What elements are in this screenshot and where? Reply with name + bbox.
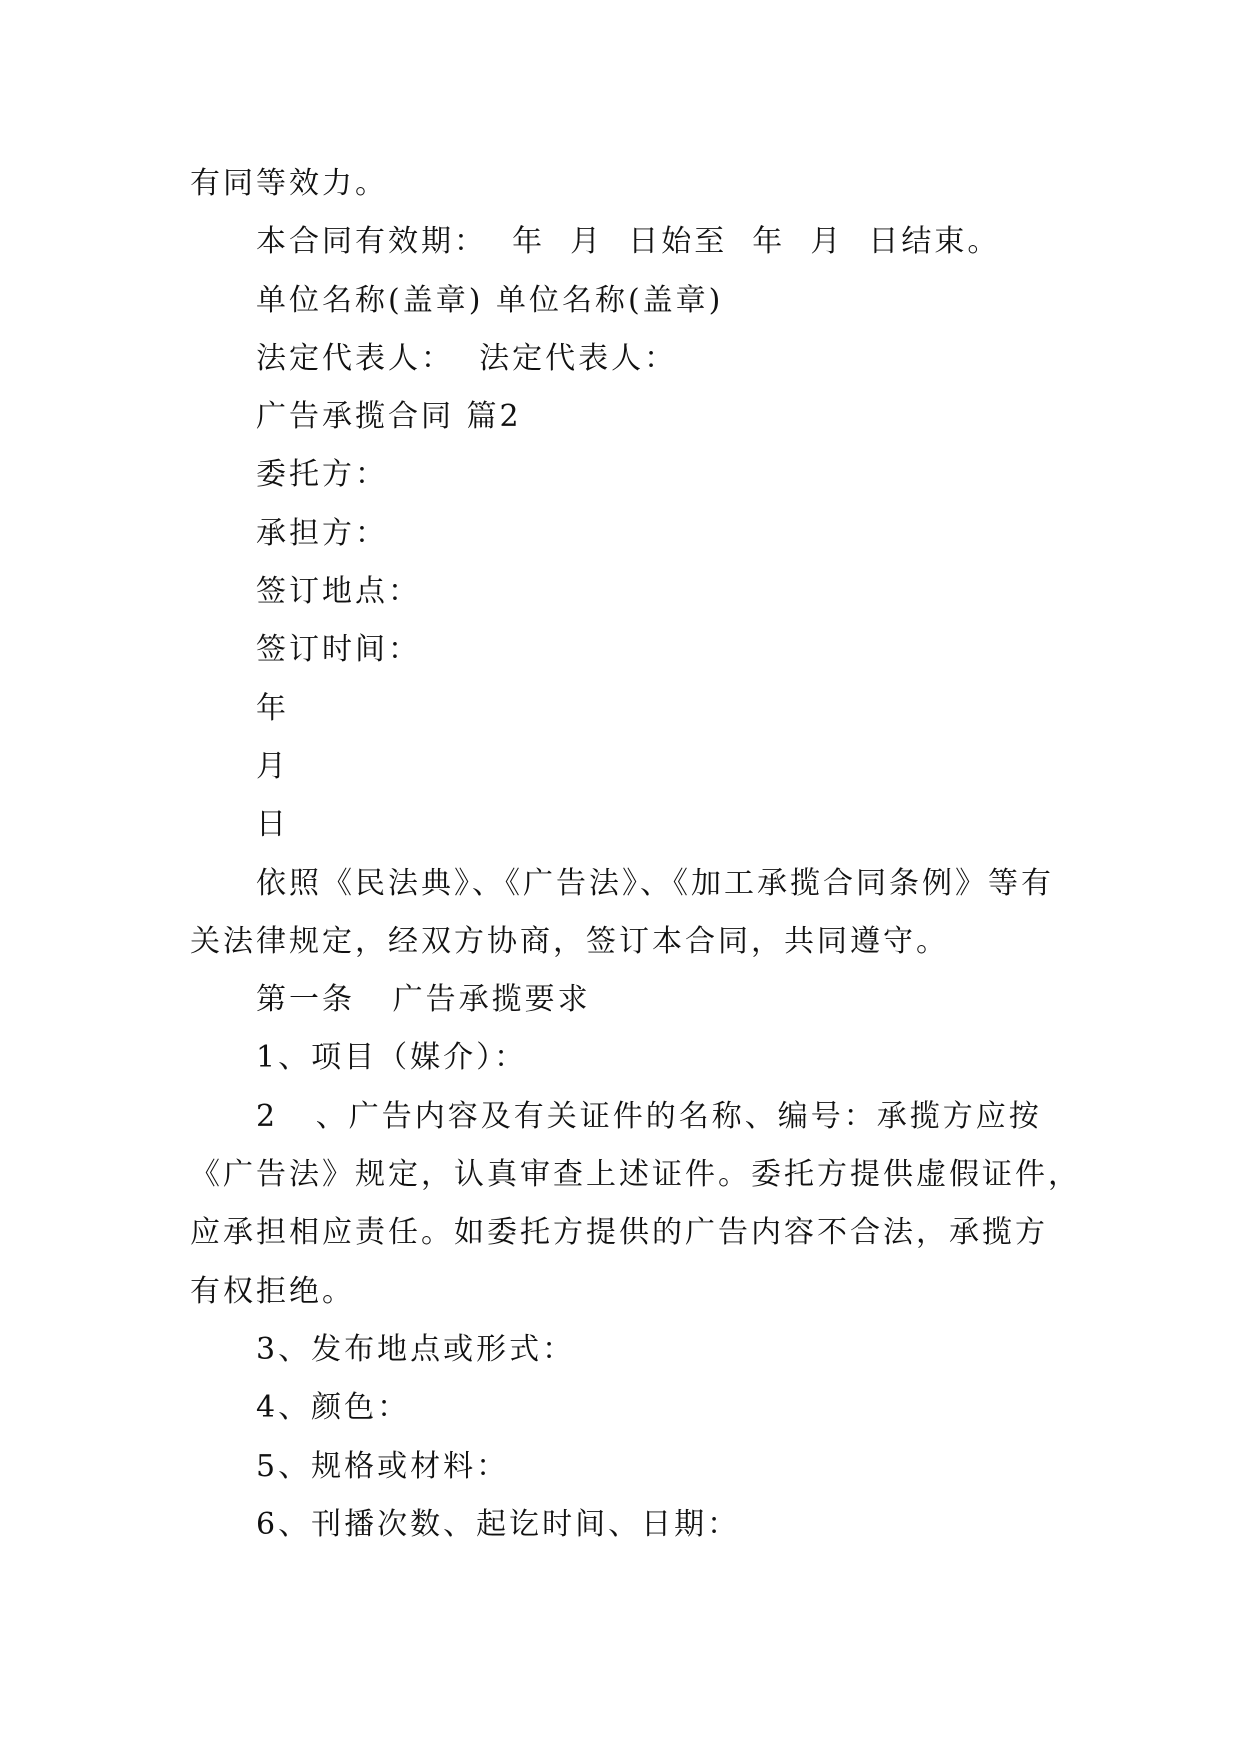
list-item: 6、刊播次数、起讫时间、日期： <box>256 1506 741 1542</box>
text-line: 签订地点： <box>256 574 421 610</box>
text-line: 月 <box>256 748 289 784</box>
section-heading: 广告承揽合同 篇2 <box>256 399 522 435</box>
paragraph-line: 《广告法》规定，认真审查上述证件。委托方提供虚假证件， <box>190 1157 1081 1193</box>
text-line: 法定代表人： 法定代表人： <box>256 340 678 376</box>
text-line: 签订时间： <box>256 632 421 668</box>
text-line: 承担方： <box>256 515 388 551</box>
paragraph-line: 应承担相应责任。如委托方提供的广告内容不合法，承揽方 <box>190 1215 1048 1251</box>
text-line: 本合同有效期： 年 月 日始至 年 月 日结束。 <box>256 224 1001 260</box>
text-line: 单位名称(盖章) 单位名称(盖章) <box>256 282 724 318</box>
article-heading: 第一条 广告承揽要求 <box>256 982 591 1018</box>
list-item: 1、项目（媒介）： <box>256 1040 528 1076</box>
text-line: 年 <box>256 690 289 726</box>
list-item: 3、发布地点或形式： <box>256 1331 576 1367</box>
text-line: 有同等效力。 <box>190 166 388 201</box>
paragraph-line: 依照《民法典》、《广告法》、《加工承揽合同条例》等有 <box>256 865 1054 901</box>
list-item: 2 、广告内容及有关证件的名称、编号：承揽方应按 <box>256 1098 1042 1134</box>
paragraph-line: 关法律规定，经双方协商，签订本合同，共同遵守。 <box>190 923 949 959</box>
list-item: 5、规格或材料： <box>256 1448 510 1484</box>
document-body <box>190 155 1081 1554</box>
list-item: 4、颜色： <box>256 1390 411 1426</box>
paragraph-line: 有权拒绝。 <box>190 1273 355 1309</box>
text-line: 日 <box>256 807 289 843</box>
text-line: 委托方： <box>256 457 388 493</box>
